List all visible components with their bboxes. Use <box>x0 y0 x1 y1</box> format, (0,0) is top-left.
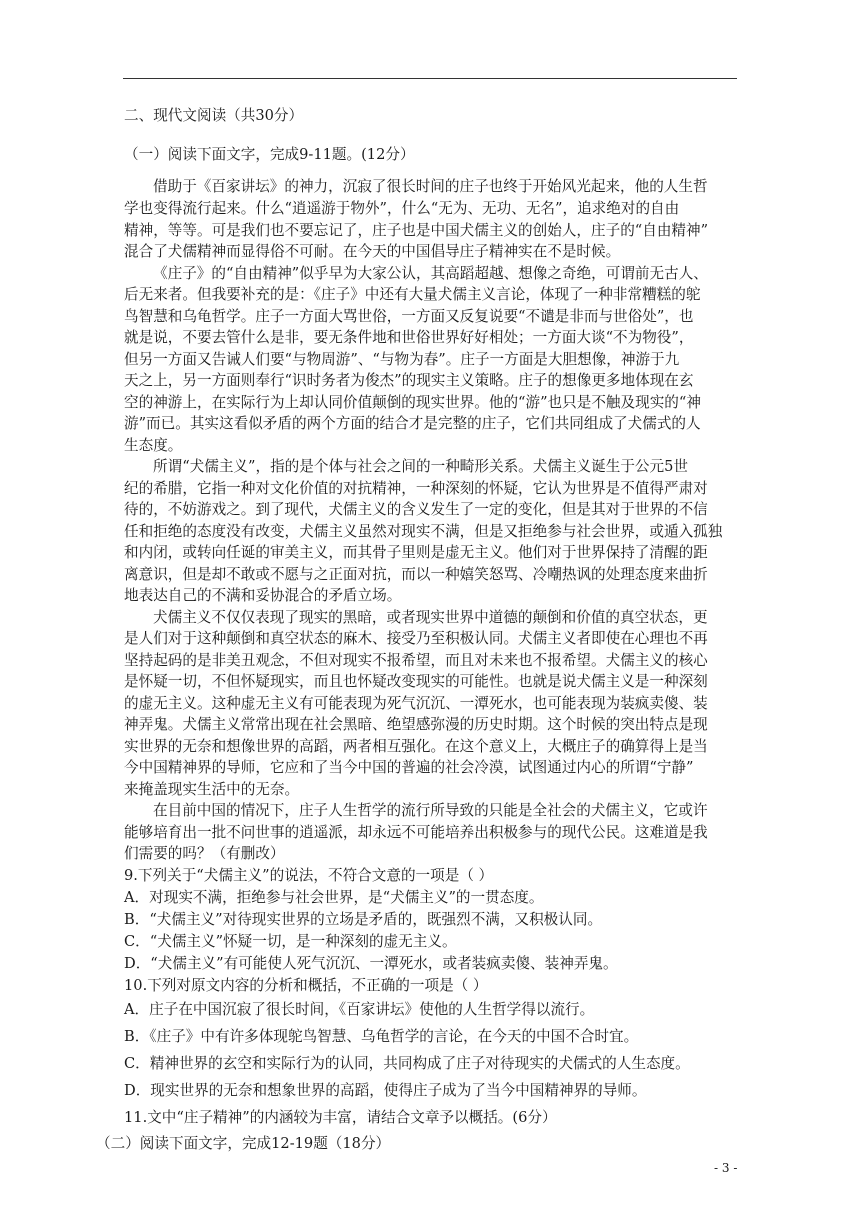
passage-line: 和内闭，或转向任诞的审美主义，而其骨子里则是虚无主义。他们对于世界保持了清醒的距 <box>124 544 708 561</box>
passage-line: 的虚无主义。这种虚无主义有可能表现为死气沉沉、一潭死水，也可能表现为装疯卖傻、装 <box>124 695 708 712</box>
passage-line: 游”而已。其实这看似矛盾的两个方面的结合才是完整的庄子，它们共同组成了犬儒式的人 <box>124 415 701 432</box>
passage-line: 实世界的无奈和想像世界的高蹈，两者相互强化。在这个意义上，大概庄子的确算得上是当 <box>124 738 708 755</box>
question-9-option-a: A．对现实不满，拒绝参与社会世界，是“犬儒主义”的一贯态度。 <box>124 889 544 906</box>
passage-line: 今中国精神界的导师，它应和了当今中国的普遍的社会冷漠，试图通过内心的所谓“宁静” <box>124 759 694 776</box>
passage-line: 《庄子》的“自由精神”似乎早为大家公认，其高蹈超越、想像之奇绝，可谓前无古人、 <box>153 265 708 282</box>
question-9-option-d: D．“犬儒主义”有可能使人死气沉沉、一潭死水，或者装疯卖傻、装神弄鬼。 <box>124 955 618 972</box>
question-11: 11.文中“庄子精神”的内涵较为丰富，请结合文章予以概括。(6分） <box>124 1109 557 1126</box>
passage-line: 纪的希腊，它指一种对文化价值的对抗精神，一种深刻的怀疑，它认为世界是不值得严肃对 <box>124 480 708 497</box>
question-9-stem: 9.下列关于“犬儒主义”的说法，不符合文意的一项是（ ） <box>124 867 494 884</box>
question-10-option-d: D．现实世界的无奈和想象世界的高蹈，使得庄子成为了当今中国精神界的导师。 <box>124 1082 647 1099</box>
passage-line: 生态度。 <box>124 437 183 454</box>
passage-line: 鸟智慧和乌龟哲学。庄子一方面大骂世俗，一方面又反复说要“不谴是非而与世俗处”，也 <box>124 308 694 325</box>
page-number: - 3 - <box>714 1161 738 1175</box>
passage-line: 空的神游上，在实际行为上却认同价值颠倒的现实世界。他的“游”也只是不触及现实的“神 <box>124 394 701 411</box>
passage-line: 待的，不妨游戏之。到了现代，犬儒主义的含义发生了一定的变化，但是其对于世界的不信 <box>124 501 708 518</box>
passage-line: 犬儒主义不仅仅表现了现实的黑暗，或者现实世界中道德的颠倒和价值的真空状态，更 <box>153 609 708 626</box>
question-9-option-b: B．“犬儒主义”对待现实世界的立场是矛盾的，既强烈不满，又积极认同。 <box>124 911 603 928</box>
question-10-option-a: A．庄子在中国沉寂了很长时间，《百家讲坛》使他的人生哲学得以流行。 <box>124 1001 595 1018</box>
passage-line: 借助于《百家讲坛》的神力，沉寂了很长时间的庄子也终于开始风光起来，他的人生哲 <box>153 178 708 195</box>
passage-line: 学也变得流行起来。什么“逍遥游于物外”，什么“无为、无功、无名”，追求绝对的自由 <box>124 200 680 217</box>
passage-line: 神弄鬼。犬儒主义常常出现在社会黑暗、绝望感弥漫的历史时期。这个时候的突出特点是现 <box>124 716 708 733</box>
passage-line: 坚持起码的是非美丑观念，不但对现实不报希望，而且对未来也不报希望。犬儒主义的核心 <box>124 652 708 669</box>
passage-line: 在目前中国的情况下，庄子人生哲学的流行所导致的只能是全社会的犬儒主义，它或许 <box>153 802 708 819</box>
part1-heading: （一）阅读下面文字，完成9-11题。(12分） <box>124 146 415 163</box>
question-10-stem: 10.下列对原文内容的分析和概括，不正确的一项是（ ） <box>124 977 488 994</box>
question-10-option-b: B．《庄子》中有许多体现鸵鸟智慧、乌龟哲学的言论，在今天的中国不合时宜。 <box>124 1028 639 1045</box>
question-10-option-c: C．精神世界的玄空和实际行为的认同，共同构成了庄子对待现实的犬儒式的人生态度。 <box>124 1055 690 1072</box>
passage-line: 是怀疑一切，不但怀疑现实，而且也怀疑改变现实的可能性。也就是说犬儒主义是一种深刻 <box>124 673 708 690</box>
passage-line: 但另一方面又告诫人们要“与物周游”、“与物为春”。庄子一方面是大胆想像，神游于九 <box>124 351 680 368</box>
passage-line: 来掩盖现实生活中的无奈。 <box>124 781 300 798</box>
passage-line: 后无来者。但我要补充的是：《庄子》中还有大量犬儒主义言论，体现了一种非常糟糕的鸵 <box>124 286 701 303</box>
section-heading: 二、现代文阅读（共30分） <box>124 107 304 124</box>
header-rule <box>123 78 737 79</box>
passage-line: 所谓“犬儒主义”，指的是个体与社会之间的一种畸形关系。犬儒主义诞生于公元5世 <box>153 458 688 475</box>
part2-heading: （二）阅读下面文字，完成12-19题（18分） <box>96 1135 391 1152</box>
passage-line: 地表达自己的不满和妥协混合的矛盾立场。 <box>124 587 402 604</box>
passage-line: 能够培育出一批不问世事的逍遥派，却永远不可能培养出积极参与的现代公民。这难道是我 <box>124 824 708 841</box>
passage-line: 离意识，但是却不敢或不愿与之正面对抗，而以一种嬉笑怒骂、冷嘲热讽的处理态度来曲折 <box>124 566 708 583</box>
passage-line: 天之上，另一方面则奉行“识时务者为俊杰”的现实主义策略。庄子的想像更多地体现在玄 <box>124 372 694 389</box>
question-9-option-c: C．“犬儒主义”怀疑一切，是一种深刻的虚无主义。 <box>124 933 457 950</box>
passage-line: 混合了犬儒精神而显得俗不可耐。在今天的中国倡导庄子精神实在不是时候。 <box>124 243 621 260</box>
passage-line: 是人们对于这种颠倒和真空状态的麻木、接受乃至积极认同。犬儒主义者即使在心理也不再 <box>124 630 708 647</box>
passage-line: 们需要的吗？（有删改） <box>124 845 285 862</box>
passage-line: 精神，等等。可是我们也不要忘记了，庄子也是中国犬儒主义的创始人，庄子的“自由精神” <box>124 222 709 239</box>
passage-line: 任和拒绝的态度没有改变，犬儒主义虽然对现实不满，但是又拒绝参与社会世界，或遁入孤独 <box>124 523 723 540</box>
passage-line: 就是说，不要去管什么是非，要无条件地和世俗世界好好相处；一方面大谈“不为物役”， <box>124 329 694 346</box>
